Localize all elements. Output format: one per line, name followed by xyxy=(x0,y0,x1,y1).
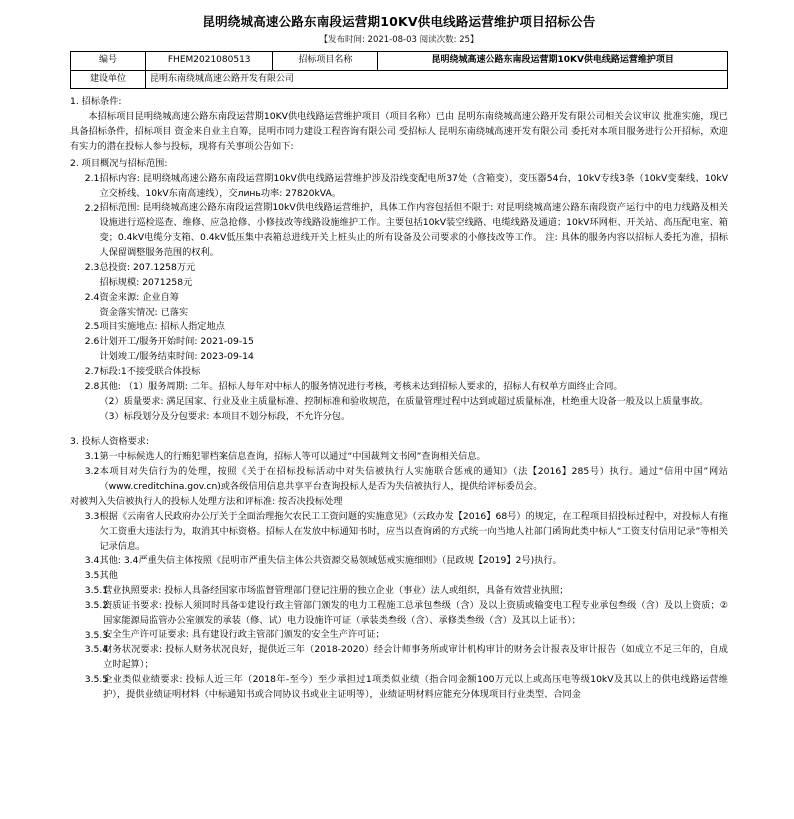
cell-value-owner: 昆明东南绕城高速公路开发有限公司 xyxy=(146,70,728,89)
section-3-item-6-text: 其他 xyxy=(99,570,118,582)
section-3-item-8: 3.5.2 xyxy=(84,599,109,611)
project-info-table xyxy=(70,51,728,89)
section-3-item-8-text: 资质证书要求: 投标人须同时具备①建设行政主管部门颁发的电力工程施工总承包叁级（含）及以上资质或输变电工程专业承包叁级（含）及以上资质；②国家能源局监管办公室颁发的承装（修、试）电力设施许可证（承装类叁级（含）、承修类叁级（含）及其以上证书）； xyxy=(103,599,728,626)
section-3-item-10: 3.5.4 xyxy=(84,644,109,656)
section-3-item-1: 3.1 xyxy=(84,451,100,463)
table-row xyxy=(71,51,728,70)
section-3-item-3-text: 对被判入失信被执行人的投标人处理方法和评标准: 按否决投标处理 xyxy=(70,495,343,507)
section-2-item-7-text: 项目实施地点: 招标人指定地点 xyxy=(99,321,225,333)
section-2-item-10: 2.7 xyxy=(84,366,100,377)
section-3-item-2: 3.2 xyxy=(84,466,100,478)
section-2-item-1: 2.1 xyxy=(84,172,100,184)
section-spacer xyxy=(70,424,728,433)
section-3-item-2-text: 本项目对失信行为的处理，按照《关于在招标投标活动中对失信被执行人实施联合惩戒的通知》（法【2016】285号）执行。通过“信用中国”网站（www.creditchina.gov.cn)或各级信用信息共享平台查询投标人是否为失信被执行人，提供给评标委员会。 xyxy=(99,466,728,492)
section-2-item-12-text: （2）质量要求: 满足国家、行业及业主质量标准、控制标准和验收规范，在质量管理过程中达到或超过质量标准，杜绝重大设备一般及以上质量事故。 xyxy=(99,395,709,407)
section-2-item-5-text: 资金来源: 企业自筹 xyxy=(99,291,179,303)
section-2-item-7: 2.5 xyxy=(84,321,100,333)
section-2-item-1-text: 招标内容: 昆明绕城高速公路东南段运营期10kV供电线路运营维护涉及沿线变配电所37处（含箱变），变压器54台，10kV专线3条（10kV变秦线、10kV立交桥线、10kV东南高速线），交линь功率: 27820kVA。 xyxy=(99,172,728,199)
section-2-item-10-text: 标段:1不接受联合体投标 xyxy=(99,365,201,377)
cell-label-owner: 建设单位 xyxy=(71,70,146,89)
section-2-item-4-text: 招标规模: 2071258元 xyxy=(99,276,193,288)
table-row xyxy=(71,70,728,89)
section-2-item-8: 2.6 xyxy=(84,336,100,348)
page-title: 昆明绕城高速公路东南段运营期10KV供电线路运营维护项目招标公告 xyxy=(202,14,596,29)
section-2-heading: 2. 项目概况与招标范围: xyxy=(70,157,168,169)
section-1-paragraph-1: 本招标项目昆明绕城高速公路东南段运营期10KV供电线路运营维护项目（项目名称）已由 昆明东南绕城高速公路开发有限公司相关会议审议 批准实施，现已具备招标条件，招标项目 资金来自业主自筹，昆明市同力建设工程咨询有限公司 受招标人 昆明东南绕城高速开发有限公司 委托对本项目服务进行公开招标，欢迎有实力的潜在投标人参与投标，现将有关事项公告如下: xyxy=(70,111,728,152)
cell-value-project-name: 昆明绕城高速公路东南段运营期10KV供电线路运营维护项目 xyxy=(378,51,728,70)
section-3-item-11: 3.5.5 xyxy=(84,674,109,686)
section-3-item-7: 3.5.1 xyxy=(84,585,109,597)
section-2-item-3-text: 总投资: 207.1258万元 xyxy=(99,261,196,273)
section-2-item-13-text: （3）标段划分及分包要求: 本项目不划分标段，不允许分包。 xyxy=(99,410,351,422)
document-body xyxy=(70,95,728,703)
section-1-heading: 1. 招标条件: xyxy=(70,96,122,108)
section-3-heading: 3. 投标人资格要求: xyxy=(70,436,150,448)
section-2-item-8-text: 计划开工/服务开始时间: 2021-09-15 xyxy=(99,336,254,348)
cell-label-code: 编号 xyxy=(71,51,146,70)
section-2-item-5: 2.4 xyxy=(84,291,100,303)
section-3-item-5: 3.4 xyxy=(84,555,100,567)
section-3-item-5-text: 其他: 3.4严重失信主体按照《昆明市严重失信主体公共资源交易领域惩戒实施细则》（昆政规【2019】2号)执行。 xyxy=(99,555,562,567)
section-2-item-11: 2.8 xyxy=(84,380,100,392)
section-2-item-9-text: 计划竣工/服务结束时间: 2023-09-14 xyxy=(99,351,254,363)
section-2-item-2-text: 招标范围: 昆明绕城高速公路东南段运营期10kV供电线路运营维护，具体工作内容包括但不限于: 对昆明绕城高速公路东南段资产运行中的电力线路及相关设施进行巡检巡查、维修、应急抢修、小修技改等线路设施维护工作。主要包括10kV装空线路、电缆线路及通道；10kV环网柜、开关站、高压配电室、箱变；0.4kV电缆分支箱、0.4kV低压集中表箱总进线开关上桩头止的所有设备及公司要求的小修技改等工作。 注: 具体的服务内容以招标人委托为准，招标人保留调整服务范围的权利。 xyxy=(99,202,728,259)
section-3-item-1-text: 第一中标候选人的行贿犯罪档案信息查询，招标人等可以通过“中国裁判文书网”查询相关信息。 xyxy=(99,451,486,463)
section-2-item-2: 2.2 xyxy=(84,202,100,214)
section-2-item-6-text: 资金落实情况: 已落实 xyxy=(99,306,189,318)
section-2-item-3: 2.3 xyxy=(84,262,100,274)
section-3-item-9: 3.5.3 xyxy=(84,629,109,641)
cell-value-code: FHEM2021080513 xyxy=(146,51,273,70)
section-3-item-10-text: 财务状况要求: 投标人财务状况良好，提供近三年（2018-2020）经会计师事务所或审计机构审计的财务会计报表及审计报告（如成立不足三年的，自成立时起算）； xyxy=(103,644,728,671)
section-2-item-11-text: 其他: （1）服务周期: 二年。招标人每年对中标人的服务情况进行考核，考核未达到招标人要求的，招标人有权单方面终止合同。 xyxy=(99,380,623,392)
publish-meta: 【发布时间: 2021-08-03 阅读次数: 25】 xyxy=(319,34,479,45)
cell-label-project-name: 招标项目名称 xyxy=(273,51,378,70)
section-3-item-4-text: 根据《云南省人民政府办公厅关于全面治理拖欠农民工工资问题的实施意见》（云政办发【2016】68号）的规定，在工程项目招投标过程中，对投标人有拖欠工资重大违法行为，取消其中标资格。招标人在发放中标通知书时，应当以查询函的方式统一向当地人社部门函询此类中标人“工资支付信用记录”等相关记录信息。 xyxy=(99,510,728,552)
section-3-item-6: 3.5 xyxy=(84,570,100,582)
section-3-item-9-text: 安全生产许可证要求: 具有建设行政主管部门颁发的安全生产许可证； xyxy=(103,629,385,641)
section-3-item-7-text: 营业执照要求: 投标人具备经国家市场监督管理部门登记注册的独立企业（事业）法人或组织，具备有效营业执照； xyxy=(103,584,569,596)
section-3-item-11-text: 企业类似业绩要求: 投标人近三年（2018年-至今）至少承担过1项类似业绩（指合同金额100万元以上或高压电等级10kV及其以上的供电线路运营维护），提供业绩证明材料（中标通知书或合同协议书或业主证明等），业绩证明材料应能充分体现项目行业类型、合同金 xyxy=(103,674,728,700)
section-3-item-4: 3.3 xyxy=(84,510,100,522)
